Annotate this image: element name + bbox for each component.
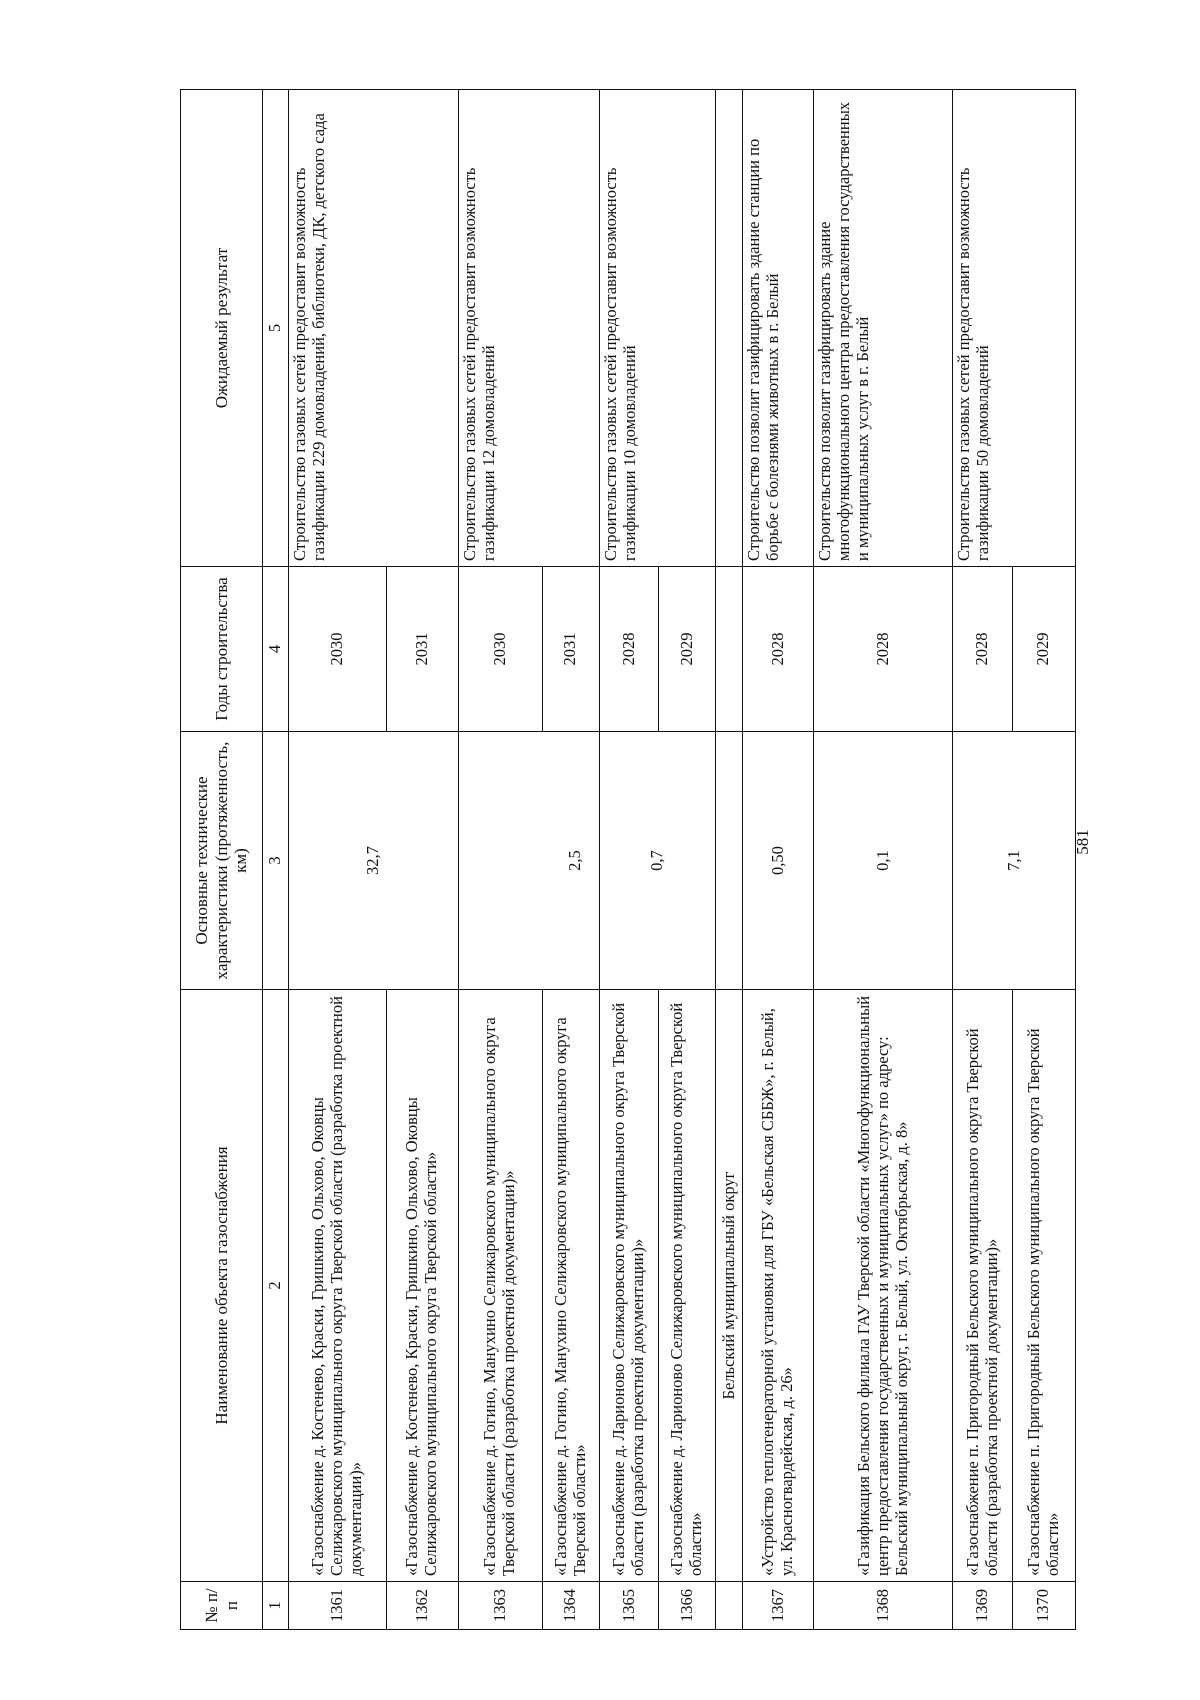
row-number: 1368 [814,1582,953,1630]
col-number-4: 4 [263,567,288,732]
year-value: 2028 [743,567,814,732]
table-row [814,90,953,1630]
length-value: 0,1 [814,732,953,990]
numbering-row [263,90,288,1630]
object-name: «Газификация Бельского филиала ГАУ Тверской области «Многофункциональный центр предоставления государственных и муниципальных услуг» по адресу: Бельский муниципальный округ, г. Белый, ул. Октябрьская, д. 8» [814,990,953,1582]
year-value: 2030 [288,567,386,732]
expected-result: Строительство позволит газифицировать здание станции по борьбе с болезнями животных в г. Белый [743,90,814,567]
table-row [288,90,386,1630]
header-num: № п/п [181,1582,263,1630]
row-number: 1370 [1012,1582,1075,1630]
expected-result: Строительство газовых сетей предоставит возможность газификации 50 домовладений [953,90,1076,567]
year-value: 2031 [386,567,458,732]
object-name: «Газоснабжение д. Гогино, Манухино Селижаровского муниципального округа Тверской области» [542,990,599,1582]
year-value: 2028 [599,567,658,732]
section-empty-cell [716,90,743,567]
header-row [181,90,263,1630]
header-result: Ожидаемый результат [181,90,263,567]
header-years: Годы строительства [181,567,263,732]
object-name: «Газоснабжение д. Костенево, Краски, Гришкино, Ольхово, Оковцы Селижаровского муниципального округа Тверской области» [386,990,458,1582]
section-num-cell [716,1582,743,1630]
row-number: 1366 [659,1582,716,1630]
col-number-1: 1 [263,1582,288,1630]
object-name: «Газоснабжение п. Пригородный Бельского муниципального округа Тверской области» [1012,990,1075,1582]
year-value: 2030 [458,567,542,732]
expected-result: Строительство газовых сетей предоставит возможность газификации 12 домовладений [458,90,599,567]
gas-supply-table [180,89,1076,1630]
year-value: 2028 [814,567,953,732]
col-number-3: 3 [263,732,288,990]
row-number: 1367 [743,1582,814,1630]
row-number: 1364 [542,1582,599,1630]
expected-result: Строительство газовых сетей предоставит возможность газификации 10 домовладений [599,90,715,567]
page-number: 581 [1073,829,1092,855]
section-empty-cell [716,732,743,990]
length-value: 32,7 [288,732,458,990]
object-name: «Устройство теплогенераторной установки для ГБУ «Бельская СББЖ», г. Белый, ул. Красногвардейская, д. 26» [743,990,814,1582]
year-value: 2031 [542,567,599,732]
expected-result: Строительство позволит газифицировать здание многофункционального центра предоставления государственных и муниципальных услуг в г. Белый [814,90,953,567]
object-name: «Газоснабжение д. Ларионово Селижаровского муниципального округа Тверской области» [659,990,716,1582]
col-number-2: 2 [263,990,288,1582]
row-number: 1363 [458,1582,542,1630]
section-empty-cell [716,567,743,732]
header-name: Наименование объекта газоснабжения [181,990,263,1582]
row-number: 1362 [386,1582,458,1630]
object-name: «Газоснабжение п. Пригородный Бельского муниципального округа Тверской области (разработка проектной документации)» [953,990,1012,1582]
object-name: «Газоснабжение д. Гогино, Манухино Селижаровского муниципального округа Тверской области (разработка проектной документации)» [458,990,542,1582]
table-row [458,90,542,1630]
length-value: 0,7 [599,732,715,990]
section-title: Бельский муниципальный округ [716,990,743,1582]
length-value: 2,5 [458,732,599,990]
col-number-5: 5 [263,90,288,567]
length-value: 0,50 [743,732,814,990]
row-number: 1369 [953,1582,1012,1630]
year-value: 2029 [1012,567,1075,732]
section-row [716,90,743,1630]
row-number: 1365 [599,1582,658,1630]
table-row [599,90,658,1630]
length-value: 7,1 [953,732,1076,990]
object-name: «Газоснабжение д. Костенево, Краски, Гришкино, Ольхово, Оковцы Селижаровского муниципального округа Тверской области (разработка проектной документации)» [288,990,386,1582]
row-number: 1361 [288,1582,386,1630]
object-name: «Газоснабжение д. Ларионово Селижаровского муниципального округа Тверской области (разработка проектной документации)» [599,990,658,1582]
year-value: 2028 [953,567,1012,732]
table-row [743,90,814,1630]
header-length: Основные технические характеристики (протяженность, км) [181,732,263,990]
year-value: 2029 [659,567,716,732]
table-row [953,90,1012,1630]
expected-result: Строительство газовых сетей предоставит возможность газификации 229 домовладений, библиотеки, ДК, детского сада [288,90,458,567]
